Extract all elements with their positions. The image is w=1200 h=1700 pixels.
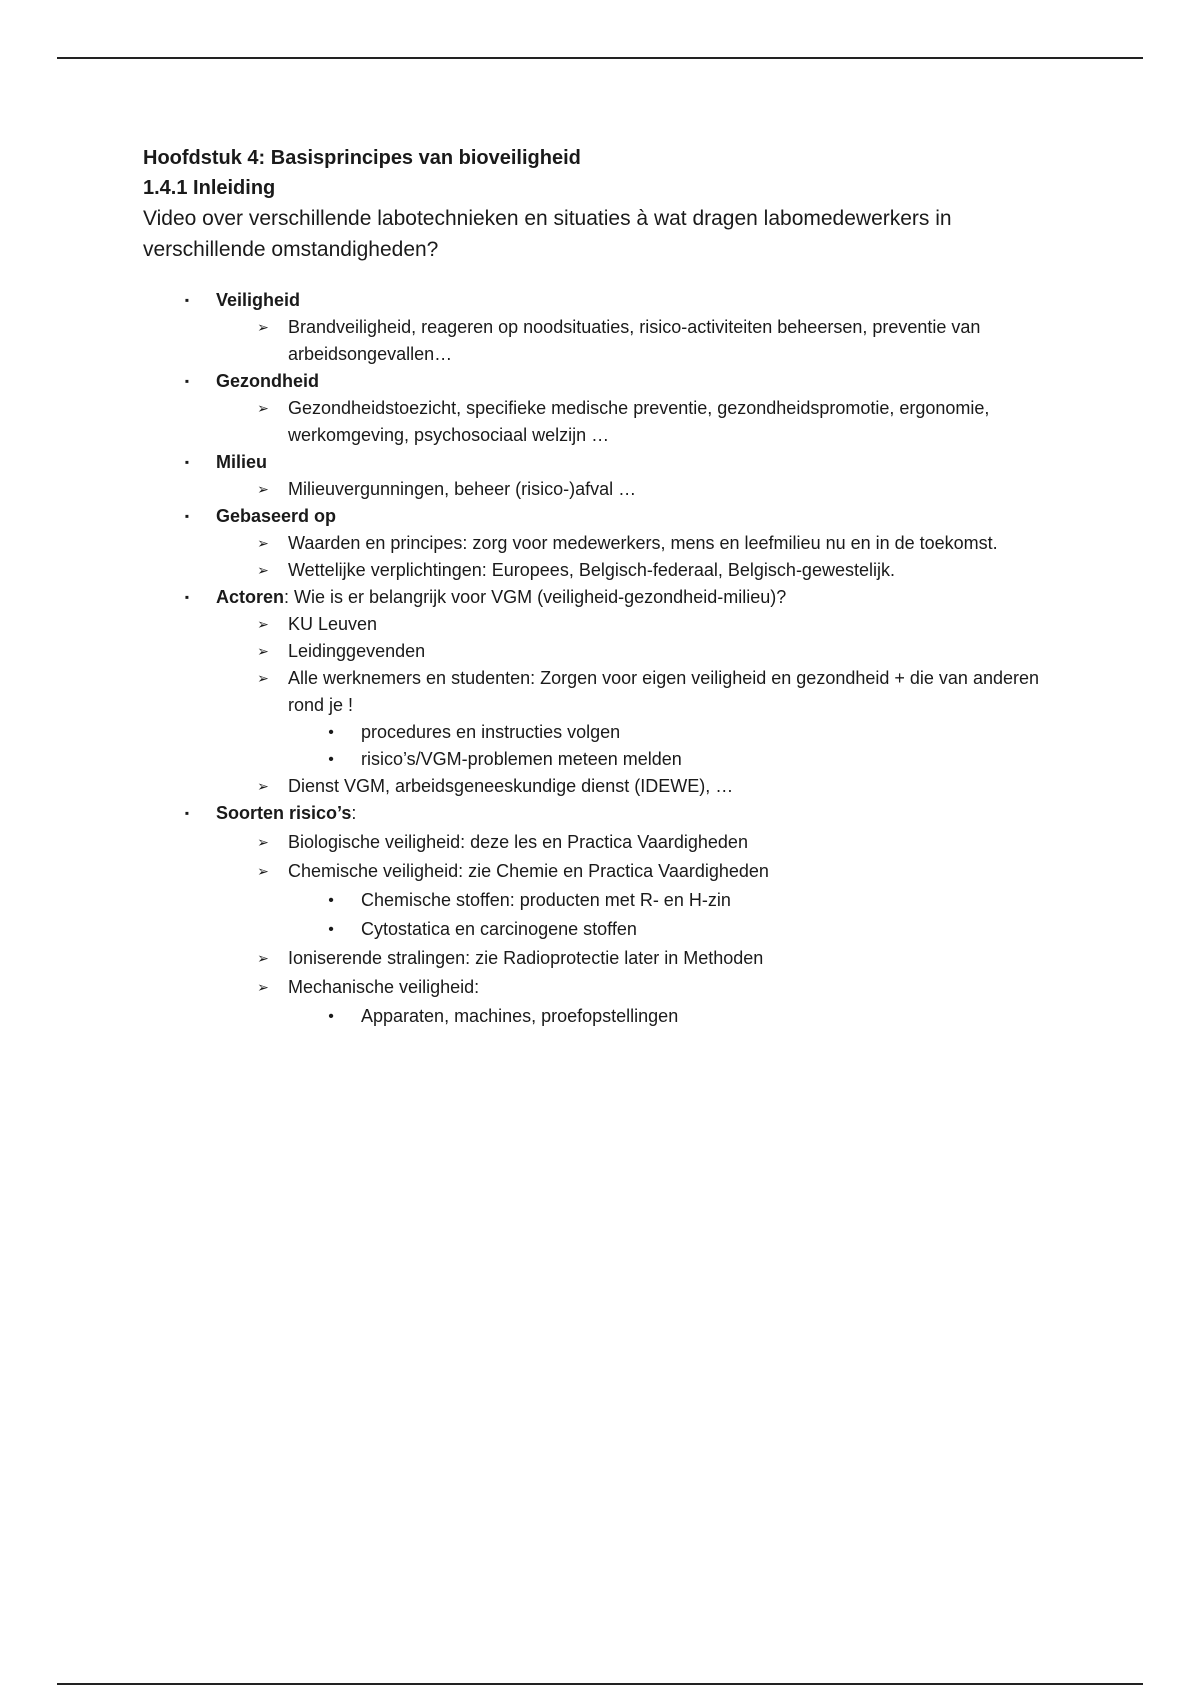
arrow-bullet-icon: ➢ xyxy=(257,979,269,995)
list-item-milieu xyxy=(143,449,1063,476)
sub-item-text: Gezondheidstoezicht, specifieke medische preventie, gezondheidspromotie, ergonomie, werkomgeving, psychosociaal welzijn … xyxy=(288,398,990,445)
square-bullet-icon: ▪ xyxy=(184,509,190,523)
sub-item xyxy=(143,665,1063,719)
topic-label: Actoren xyxy=(216,587,285,607)
sub-item xyxy=(143,314,1063,368)
sub-item xyxy=(143,773,1063,800)
topic-description: : xyxy=(351,803,357,823)
sub-sub-item xyxy=(143,719,1063,746)
sub-item-text: KU Leuven xyxy=(288,614,378,634)
arrow-bullet-icon: ➢ xyxy=(257,643,269,659)
arrow-bullet-icon: ➢ xyxy=(257,535,269,551)
sub-item-text: Mechanische veiligheid: xyxy=(288,977,480,997)
sub-sub-item xyxy=(143,916,1063,943)
list-item-actoren xyxy=(143,584,1063,611)
sub-item-text: Alle werknemers en studenten: Zorgen voor eigen veiligheid en gezondheid + die van anderen rond je ! xyxy=(288,668,1039,715)
arrow-bullet-icon: ➢ xyxy=(257,319,269,335)
topic-label: Milieu xyxy=(216,452,268,472)
sub-sub-item xyxy=(143,887,1063,914)
topic-description: : Wie is er belangrijk voor VGM (veiligheid-gezondheid-milieu)? xyxy=(284,587,787,607)
arrow-bullet-icon: ➢ xyxy=(257,670,269,686)
sub-sub-item xyxy=(143,1003,1063,1030)
dot-bullet-icon: • xyxy=(328,921,334,938)
sub-sub-item-text: risico’s/VGM-problemen meteen melden xyxy=(361,749,682,769)
arrow-bullet-icon: ➢ xyxy=(257,863,269,879)
arrow-bullet-icon: ➢ xyxy=(257,481,269,497)
sub-item-text: Ioniserende stralingen: zie Radioprotectie later in Methoden xyxy=(288,948,764,968)
sub-sub-item-text: Chemische stoffen: producten met R- en H-zin xyxy=(361,890,731,910)
sub-sub-item xyxy=(143,746,1063,773)
square-bullet-icon: ▪ xyxy=(184,293,190,307)
sub-item xyxy=(143,611,1063,638)
sub-item xyxy=(143,395,1063,449)
sub-item xyxy=(143,945,1063,972)
dot-bullet-icon: • xyxy=(328,751,334,768)
square-bullet-icon: ▪ xyxy=(184,806,190,820)
sub-item-text: Milieuvergunningen, beheer (risico-)afval … xyxy=(288,479,637,499)
chapter-title: Hoofdstuk 4: Basisprincipes van bioveiligheid xyxy=(143,147,581,169)
sub-sub-item-text: Apparaten, machines, proefopstellingen xyxy=(361,1006,679,1026)
sub-item-text: Wettelijke verplichtingen: Europees, Belgisch-federaal, Belgisch-gewestelijk. xyxy=(288,560,895,580)
arrow-bullet-icon: ➢ xyxy=(257,616,269,632)
square-bullet-icon: ▪ xyxy=(184,455,190,469)
list-item-gezondheid xyxy=(143,368,1063,395)
sub-item xyxy=(143,530,1063,557)
square-bullet-icon: ▪ xyxy=(184,374,190,388)
dot-bullet-icon: • xyxy=(328,1008,334,1025)
topic-label: Gezondheid xyxy=(216,371,319,391)
sub-item-text: Leidinggevenden xyxy=(288,641,426,661)
list-item-veiligheid xyxy=(143,287,1063,314)
sub-sub-item-text: procedures en instructies volgen xyxy=(361,722,621,742)
sub-item-text: Chemische veiligheid: zie Chemie en Practica Vaardigheden xyxy=(288,861,769,881)
document-body xyxy=(143,143,1063,1030)
arrow-bullet-icon: ➢ xyxy=(257,562,269,578)
sub-item xyxy=(143,557,1063,584)
topic-label: Soorten risico’s xyxy=(216,803,352,823)
header-rule xyxy=(57,57,1143,59)
sub-item-text: Dienst VGM, arbeidsgeneeskundige dienst (IDEWE), … xyxy=(288,776,734,796)
sub-item xyxy=(143,829,1063,856)
arrow-bullet-icon: ➢ xyxy=(257,950,269,966)
sub-item xyxy=(143,476,1063,503)
list-item-gebaseerd-op xyxy=(143,503,1063,530)
arrow-bullet-icon: ➢ xyxy=(257,834,269,850)
sub-item-text: Waarden en principes: zorg voor medewerkers, mens en leefmilieu nu en in de toekomst. xyxy=(288,533,998,553)
sub-item xyxy=(143,974,1063,1001)
arrow-bullet-icon: ➢ xyxy=(257,778,269,794)
intro-paragraph: Video over verschillende labotechnieken en situaties à wat dragen labomedewerkers in verschillende omstandigheden? xyxy=(143,207,952,261)
square-bullet-icon: ▪ xyxy=(184,590,190,604)
arrow-bullet-icon: ➢ xyxy=(257,400,269,416)
list-item-soorten-risicos xyxy=(143,800,1063,827)
topic-label: Veiligheid xyxy=(216,290,301,310)
footer-rule xyxy=(57,1683,1143,1685)
sub-sub-item-text: Cytostatica en carcinogene stoffen xyxy=(361,919,637,939)
sub-item-text: Biologische veiligheid: deze les en Practica Vaardigheden xyxy=(288,832,748,852)
sub-item xyxy=(143,638,1063,665)
sub-item-text: Brandveiligheid, reageren op noodsituaties, risico-activiteiten beheersen, preventie van arbeidsongevallen… xyxy=(288,317,981,364)
sub-item xyxy=(143,858,1063,885)
dot-bullet-icon: • xyxy=(328,724,334,741)
dot-bullet-icon: • xyxy=(328,892,334,909)
section-title: 1.4.1 Inleiding xyxy=(143,177,276,199)
topic-label: Gebaseerd op xyxy=(216,506,337,526)
